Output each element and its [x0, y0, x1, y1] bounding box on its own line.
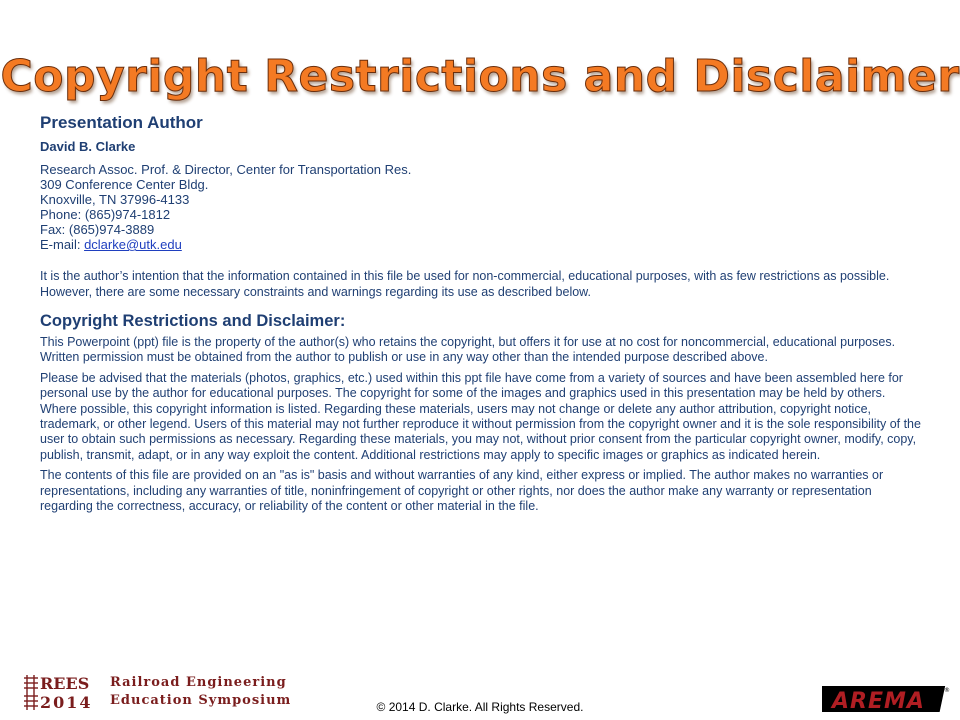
- author-name: David B. Clarke: [40, 139, 136, 154]
- rees-line: Education Symposium: [110, 693, 292, 708]
- arema-logo: [822, 682, 952, 714]
- disclaimer-paragraph: Please be advised that the materials (photos, graphics, etc.) used within this ppt file have come from a variety of sources and have been assembled here for personal use by the author for educational purposes. The copyright for some of the images and graphics used in this presentation may be held by others. Where possible, this copyright information is listed. Regarding these materials, users may not change or delete any author attribution, copyright notice, trademark, or other legend. Users of this material may not further reproduce it without permission from the copyright owner and it is the sole responsibility of the user to obtain such permissions as necessary. Regarding these materials, you may not, without prior consent from the particular copyright owner, modify, copy, publish, transmit, adapt, or in any way exploit the content. Additional restrictions may apply to specific images or graphics as indicated herein.: [40, 370, 921, 462]
- contact-line: Knoxville, TN 37996-4133: [40, 192, 190, 207]
- email-line: [40, 237, 925, 252]
- author-contact: [40, 162, 925, 252]
- contact-line: 309 Conference Center Bldg.: [40, 177, 209, 192]
- disclaimer-paragraph: The contents of this file are provided on an "as is" basis and without warranties of any kind, either express or implied. The author makes no warranties or representations, including any warranties of title, noninfringement of copyright or other rights, nor does the author make any warranty or representation regarding the correctness, accuracy, or reliability of the content or other material in the file.: [40, 468, 884, 514]
- copyright-footer: © 2014 D. Clarke. All Rights Reserved.: [376, 700, 584, 714]
- intro-text: It is the author’s intention that the information contained in this file be used for non-commercial, educational purposes, with as few restrictions as possible. However, there are some necessary constraints and warnings regarding its use as described below.: [40, 269, 890, 299]
- contact-line: Research Assoc. Prof. & Director, Center for Transportation Res.: [40, 162, 412, 177]
- rees-year: 2014: [40, 693, 93, 712]
- slide-content: [40, 112, 925, 514]
- contact-line: Phone: (865)974-1812: [40, 207, 171, 222]
- rees-top: REES: [40, 674, 90, 693]
- disclaimer-paragraph: This Powerpoint (ppt) file is the property of the author(s) who retains the copyright, but offers it for use at no cost for noncommercial, educational purposes. Written permission must be obtained from the author to publish or use in any way other than the intended purpose described above.: [40, 335, 896, 365]
- slide-title: Copyright Restrictions and Disclaimer: [0, 51, 960, 102]
- email-label: E-mail:: [40, 237, 85, 252]
- arema-text: AREMA: [832, 689, 925, 714]
- disclaimer-heading: Copyright Restrictions and Disclaimer:: [40, 312, 346, 330]
- svg-text:®: ®: [944, 687, 950, 694]
- author-heading: Presentation Author: [40, 113, 203, 132]
- rees-line: Railroad Engineering: [110, 675, 287, 690]
- email-link[interactable]: dclarke@utk.edu: [84, 237, 182, 252]
- contact-line: Fax: (865)974-3889: [40, 222, 155, 237]
